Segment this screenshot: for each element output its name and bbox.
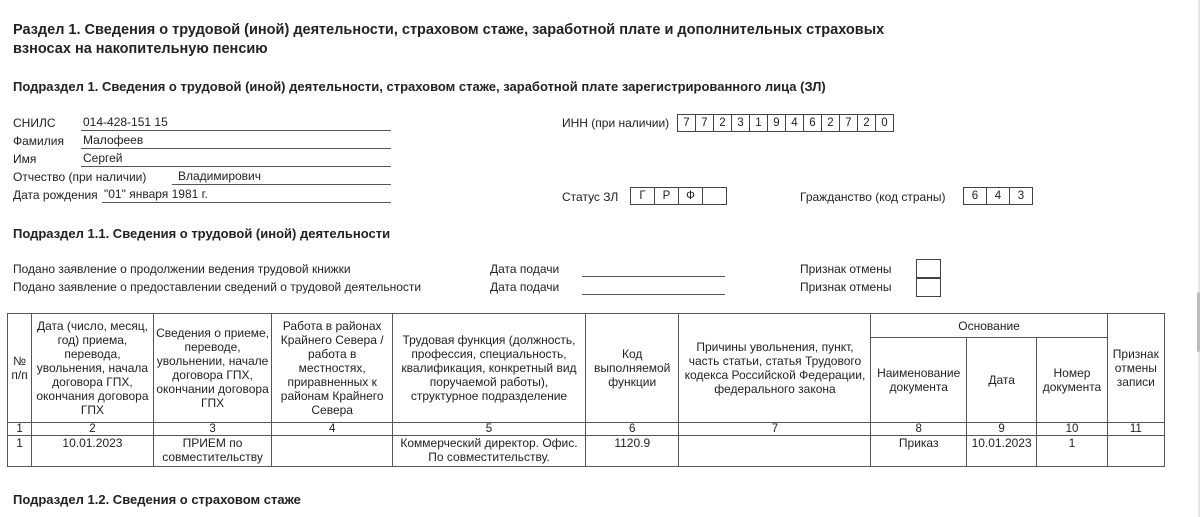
header-cancel: Признак отмены записи <box>1107 314 1164 423</box>
birth-field <box>102 187 391 203</box>
header-basis: Основание <box>871 314 1107 338</box>
snils-field <box>81 115 391 131</box>
name-value: Сергей <box>83 151 123 165</box>
inn-digit: 2 <box>713 114 732 132</box>
subsection12-title: Подраздел 1.2. Сведения о страховом стаже <box>13 492 301 507</box>
cancel-checkbox[interactable] <box>916 259 941 279</box>
cell-north <box>272 436 393 467</box>
column-number: 4 <box>272 423 393 436</box>
patronymic-field <box>172 169 391 185</box>
status-char: Р <box>654 187 679 205</box>
column-number: 3 <box>153 423 272 436</box>
column-number: 7 <box>679 423 871 436</box>
cancel-label: Признак отмены <box>800 262 892 276</box>
name-field <box>81 151 391 167</box>
inn-digit: 0 <box>875 114 894 132</box>
inn-digit: 1 <box>749 114 768 132</box>
section-title-line2: взносах на накопительную пенсию <box>13 41 268 57</box>
cell-event: ПРИЕМ по совместительству <box>153 436 272 467</box>
patronymic-label: Отчество (при наличии) <box>13 170 147 184</box>
inn-digit: 7 <box>695 114 714 132</box>
column-number: 2 <box>32 423 154 436</box>
surname-label: Фамилия <box>13 134 64 148</box>
inn-digit: 7 <box>677 114 696 132</box>
inn-digit: 2 <box>821 114 840 132</box>
header-reason: Причины увольнения, пункт, часть статьи, статья Трудового кодекса Российской Федерации, федерального закона <box>679 314 871 423</box>
header-north: Работа в районах Крайнего Севера / работа в местностях, приравненных к районам Крайнего Севера <box>272 314 393 423</box>
cell-reason <box>679 436 871 467</box>
inn-digit: 6 <box>803 114 822 132</box>
cell-doc-name: Приказ <box>871 436 966 467</box>
column-number: 5 <box>392 423 585 436</box>
column-number: 1 <box>8 423 32 436</box>
header-code: Код выполняемой функции <box>585 314 678 423</box>
cell-number: 1 <box>8 436 32 467</box>
header-doc-number: Номер документа <box>1037 338 1107 423</box>
status-char <box>702 187 727 205</box>
cancel-label: Признак отмены <box>800 280 892 294</box>
birth-label: Дата рождения <box>13 188 98 202</box>
date-line <box>582 294 725 295</box>
table-row <box>8 436 1165 467</box>
birth-value: "01" января 1981 г. <box>104 187 208 201</box>
inn-cells <box>677 114 893 132</box>
header-event: Сведения о приеме, переводе, увольнении, начале договора ГПХ, окончании договора ГПХ <box>153 314 272 423</box>
header-function: Трудовая функция (должность, профессия, специальность, квалификация, конкретный вид поручаемой работы), структурное подразделение <box>392 314 585 423</box>
snils-label: СНИЛС <box>13 116 56 130</box>
header-doc-date: Дата <box>966 338 1036 423</box>
date-label: Дата подачи <box>490 280 560 294</box>
citizenship-digit: 6 <box>963 187 987 205</box>
labor-activity-table <box>7 313 1165 467</box>
column-number: 6 <box>585 423 678 436</box>
cell-date: 10.01.2023 <box>32 436 154 467</box>
status-label: Статус ЗЛ <box>562 190 619 204</box>
column-number: 9 <box>966 423 1036 436</box>
cell-function: Коммерческий директор. Офис. По совместительству. <box>392 436 585 467</box>
column-number: 10 <box>1037 423 1107 436</box>
patronymic-value: Владимирович <box>178 169 262 183</box>
status-cells <box>630 187 726 205</box>
snils-value: 014-428-151 15 <box>83 115 168 129</box>
surname-value: Малофеев <box>83 133 144 147</box>
surname-field <box>81 133 391 149</box>
status-char: Г <box>630 187 655 205</box>
workbook-statement-text: Подано заявление о продолжении ведения трудовой книжки <box>13 262 351 276</box>
cancel-checkbox[interactable] <box>916 277 941 297</box>
inn-digit: 3 <box>731 114 750 132</box>
citizenship-digit: 4 <box>986 187 1010 205</box>
subsection1-title: Подраздел 1. Сведения о трудовой (иной) деятельности, страховом стаже, заработной плате зарегистрированного лица (ЗЛ) <box>13 79 826 94</box>
date-label: Дата подачи <box>490 262 560 276</box>
date-line <box>582 276 725 277</box>
cell-cancel <box>1107 436 1164 467</box>
header-doc-name: Наименование документа <box>871 338 966 423</box>
info-statement-text: Подано заявление о предоставлении сведений о трудовой деятельности <box>13 280 422 294</box>
cell-doc-date: 10.01.2023 <box>966 436 1036 467</box>
section-title-line1: Раздел 1. Сведения о трудовой (иной) деятельности, страховом стаже, заработной плате и дополнительных страховых <box>13 22 885 38</box>
status-char: Ф <box>678 187 703 205</box>
inn-digit: 7 <box>839 114 858 132</box>
inn-digit: 2 <box>857 114 876 132</box>
column-number: 11 <box>1107 423 1164 436</box>
citizenship-digit: 3 <box>1009 187 1033 205</box>
citizenship-cells <box>963 187 1032 205</box>
cell-doc-number: 1 <box>1037 436 1107 467</box>
cell-code: 1120.9 <box>585 436 678 467</box>
name-label: Имя <box>13 152 37 166</box>
column-number: 8 <box>871 423 966 436</box>
inn-digit: 9 <box>767 114 786 132</box>
header-number: № п/п <box>8 314 32 423</box>
inn-digit: 4 <box>785 114 804 132</box>
subsection11-title: Подраздел 1.1. Сведения о трудовой (иной) деятельности <box>13 226 391 241</box>
header-date: Дата (число, месяц, год) приема, перевода, увольнения, начала договора ГПХ, окончания договора ГПХ <box>32 314 154 423</box>
citizenship-label: Гражданство (код страны) <box>800 190 946 204</box>
inn-label: ИНН (при наличии) <box>562 116 670 130</box>
